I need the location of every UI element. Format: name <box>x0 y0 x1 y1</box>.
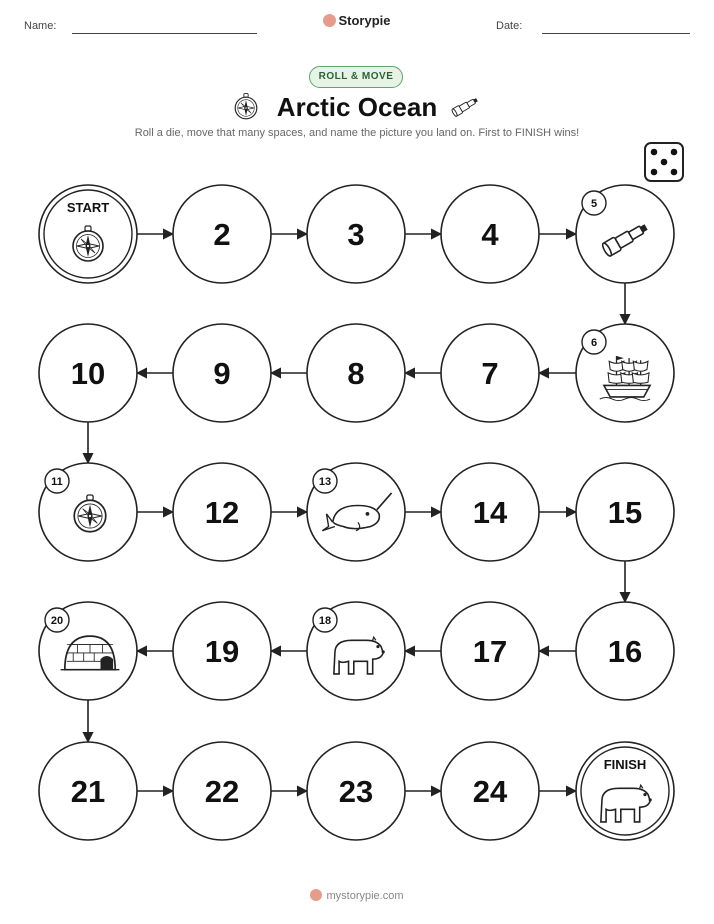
space-number: 12 <box>204 495 240 530</box>
svg-text:13: 13 <box>318 476 332 488</box>
die-pip <box>651 149 658 156</box>
board-space-7 <box>441 324 539 422</box>
die-pip <box>671 169 678 176</box>
space-number: 14 <box>472 495 508 530</box>
space-number-badge <box>45 608 69 632</box>
space-number-badge <box>313 469 337 493</box>
space-number-badge <box>582 191 606 215</box>
board-space-13 <box>307 463 405 561</box>
board-space-2 <box>173 185 271 283</box>
die-pip <box>651 169 658 176</box>
board-space-20 <box>39 602 137 700</box>
board-space-11 <box>39 463 137 561</box>
start-space <box>39 185 137 283</box>
board-space-8 <box>307 324 405 422</box>
finish-space <box>576 742 674 840</box>
space-number: 4 <box>481 217 499 252</box>
board-space-5 <box>576 185 674 283</box>
svg-text:6: 6 <box>590 337 598 349</box>
board-space-4 <box>441 185 539 283</box>
space-number-badge <box>45 469 69 493</box>
board-space-17 <box>441 602 539 700</box>
board-space-19 <box>173 602 271 700</box>
space-number-badge <box>313 608 337 632</box>
space-number: 10 <box>70 356 106 391</box>
die-pip <box>671 149 678 156</box>
board-space-3 <box>307 185 405 283</box>
svg-text:20: 20 <box>50 615 64 627</box>
storypie-footer-logo-icon <box>310 889 322 901</box>
svg-text:5: 5 <box>590 198 598 210</box>
space-number: 3 <box>347 217 365 252</box>
board-space-23 <box>307 742 405 840</box>
svg-text:11: 11 <box>51 476 63 488</box>
space-number: 15 <box>607 495 643 530</box>
board-space-6 <box>576 324 674 422</box>
space-number: 8 <box>347 356 365 391</box>
board-space-10 <box>39 324 137 422</box>
start-label: START <box>66 200 110 215</box>
footer-url: mystorypie.com <box>326 890 404 902</box>
finish-label: FINISH <box>603 757 647 772</box>
board-space-24 <box>441 742 539 840</box>
board-space-15 <box>576 463 674 561</box>
board-space-12 <box>173 463 271 561</box>
page-title: Arctic Ocean <box>276 92 438 122</box>
space-number: 23 <box>338 774 374 809</box>
name-label: Name: <box>24 20 57 32</box>
brand-name: Storypie <box>338 13 391 28</box>
die-icon <box>645 143 683 181</box>
die-pip <box>661 159 668 166</box>
board-space-21 <box>39 742 137 840</box>
instructions: Roll a die, move that many spaces, and name the picture you land on. First to FINISH wins! <box>134 127 580 139</box>
space-number: 21 <box>70 774 106 809</box>
board-space-16 <box>576 602 674 700</box>
footer <box>0 889 714 902</box>
date-label: Date: <box>496 20 523 32</box>
space-number: 2 <box>213 217 231 252</box>
space-number: 16 <box>607 634 643 669</box>
space-number: 19 <box>204 634 240 669</box>
activity-badge: ROLL & MOVE <box>309 66 403 88</box>
svg-text:18: 18 <box>318 615 332 627</box>
space-number: 17 <box>472 634 508 669</box>
space-number: 9 <box>213 356 231 391</box>
board-space-14 <box>441 463 539 561</box>
board-space-22 <box>173 742 271 840</box>
board-space-18 <box>307 602 405 700</box>
space-number-badge <box>582 330 606 354</box>
board-space-9 <box>173 324 271 422</box>
space-number: 22 <box>204 774 240 809</box>
space-number: 7 <box>481 356 499 391</box>
space-number: 24 <box>472 774 508 809</box>
